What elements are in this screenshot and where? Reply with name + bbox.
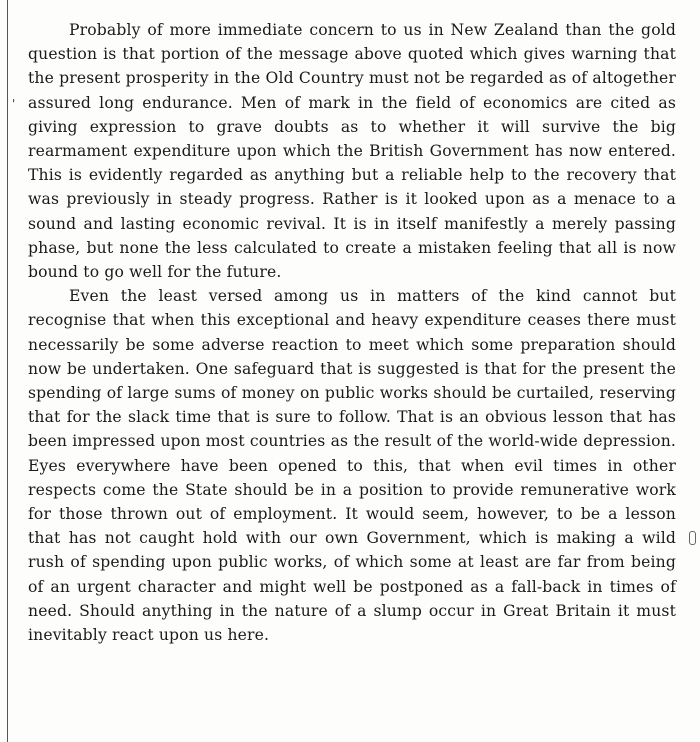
margin-speck: ' bbox=[12, 97, 16, 111]
column-rule bbox=[7, 0, 8, 742]
paragraph-2: Even the least versed among us in matters of the kind cannot but recognise that when this exceptional and heavy expenditure ceases there must necessarily be some adverse reaction to meet which some preparation should now be undertaken. One safeguard that is suggested is that for the present the spending of large sums of money on public works should be curtailed, reserving that for the slack time that is sure to follow. That is an obvious lesson that has been impressed upon most countries as the result of the world-wide depression. Eyes everywhere have been opened to this, that when evil times in other respects come the State should be in a position to provide remunerative work for those thrown out of employment. It would seem, however, to be a lesson that has not caught hold with our own Government, which is making a wild rush of spending upon public works, of which some at least are far from being of an urgent character and might well be postponed as a fall-back in times of need. Should anything in the nature of a slump occur in Great Britain it must inevitably react upon us here. bbox=[28, 287, 676, 645]
article-body bbox=[28, 18, 676, 647]
paragraph-1: Probably of more immediate concern to us in New Zealand than the gold question is that portion of the message above quoted which gives warning that the present prosperity in the Old Country must not be regarded as of altogether assured long endurance. Men of mark in the field of economics are cited as giving expression to grave doubts as to whether it will survive the big rearmament expenditure upon which the British Government has now entered. This is evidently regarded as anything but a reliable help to the recovery that was previously in steady progress. Rather is it looked upon as a menace to a sound and lasting economic revival. It is in itself manifestly a merely passing phase, but none the less calculated to create a mistaken feeling that all is now bound to go well for the future. bbox=[28, 21, 676, 282]
margin-mark bbox=[689, 531, 696, 545]
